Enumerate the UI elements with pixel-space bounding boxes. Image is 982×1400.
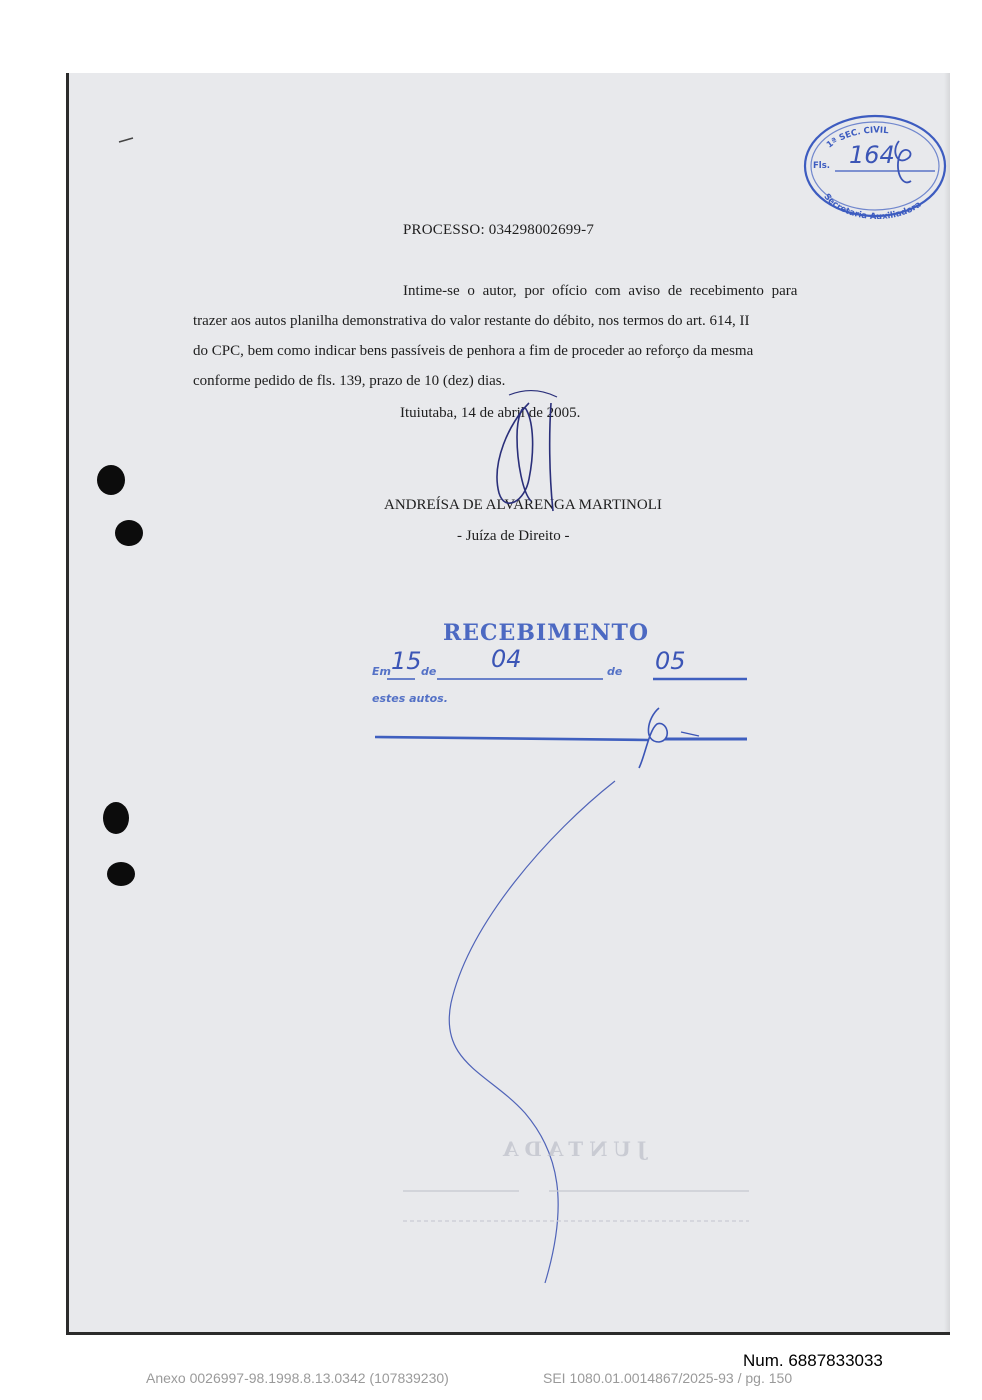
place-and-date: Ituiutaba, 14 de abril de 2005.	[400, 405, 581, 421]
receipt-suffix: estes autos.	[372, 692, 448, 705]
punch-hole-3	[103, 802, 129, 834]
stray-mark	[117, 135, 137, 145]
order-text-line-3: do CPC, bem como indicar bens passíveis de penhora a fim de proceder ao reforço da mesma	[193, 343, 754, 359]
seal-page-number: 164	[849, 141, 895, 169]
receipt-stamp-lines	[369, 668, 759, 778]
punch-hole-2	[115, 520, 143, 546]
judge-name: ANDREÍSA DE ALVARENGA MARTINOLI	[384, 497, 662, 513]
court-seal-stamp	[799, 109, 949, 219]
seal-initial-scribble	[895, 141, 911, 182]
sei-reference: SEI 1080.01.0014867/2025-93 / pg. 150	[543, 1370, 793, 1386]
seal-bottom-text: Secretaria Auxiliadora	[821, 191, 924, 219]
receipt-label-de-2: de	[607, 665, 623, 678]
judge-title: - Juíza de Direito -	[457, 528, 570, 544]
seal-top-text: 1ª SEC. CIVIL	[824, 125, 890, 151]
faded-stamp-lines	[399, 1173, 759, 1253]
order-text-line-1: Intime-se o autor, por ofício com aviso de recebimento para	[403, 283, 798, 299]
scanned-page	[66, 73, 950, 1335]
process-number: PROCESSO: 034298002699-7	[403, 222, 595, 238]
order-text-line-2: trazer aos autos planilha demonstrativa do valor restante do débito, nos termos do art. 614, II	[193, 313, 750, 329]
receipt-day: 15	[391, 647, 422, 675]
punch-hole-1	[97, 465, 125, 495]
order-text-line-4: conforme pedido de fls. 139, prazo de 10 (dez) dias.	[193, 373, 506, 389]
judge-signature	[469, 383, 589, 523]
page-edge-shadow	[944, 73, 950, 1332]
receipt-year: 05	[655, 647, 686, 675]
faded-juntada-stamp: JUNTADA	[497, 1137, 647, 1161]
receipt-stamp-title: RECEBIMENTO	[443, 620, 649, 646]
receipt-stamp-prefix: Em	[372, 665, 391, 678]
punch-hole-4	[107, 862, 135, 886]
receipt-month: 04	[491, 645, 522, 673]
document-number: Num. 6887833033	[743, 1351, 883, 1370]
receipt-label-de-1: de	[421, 665, 437, 678]
seal-field-label: Fls.	[813, 161, 831, 171]
annex-reference: Anexo 0026997-98.1998.8.13.0342 (107839230)	[146, 1370, 449, 1386]
